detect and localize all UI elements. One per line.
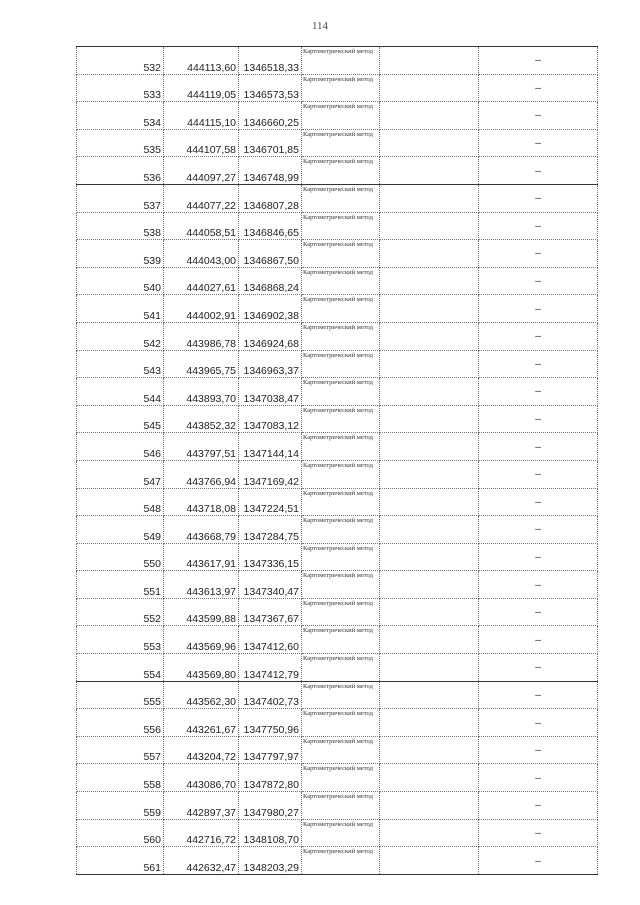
y-coordinate-cell: 1346573,53: [239, 74, 302, 102]
table-row: [77, 460, 598, 488]
y-coordinate-cell: 1347169,42: [239, 460, 302, 488]
empty-cell: [380, 157, 479, 185]
x-coordinate-cell: 442632,47: [164, 847, 239, 875]
method-cell: [302, 516, 380, 544]
empty-cell: [380, 543, 479, 571]
x-coordinate-cell: 443797,51: [164, 433, 239, 461]
point-number-cell: 552: [77, 598, 164, 626]
table-row: [77, 378, 598, 406]
x-coordinate-cell: 443569,80: [164, 654, 239, 682]
empty-cell: [380, 433, 479, 461]
y-coordinate-cell: 1346748,99: [239, 157, 302, 185]
accuracy-cell: –: [479, 516, 598, 544]
y-coordinate-cell: 1348203,29: [239, 847, 302, 875]
table-row: [77, 847, 598, 875]
x-coordinate-cell: 444027,61: [164, 267, 239, 295]
method-text: Картометрический метод: [303, 544, 373, 552]
empty-cell: [380, 819, 479, 847]
table-row: [77, 819, 598, 847]
y-coordinate-cell: 1347340,47: [239, 571, 302, 599]
empty-cell: [380, 736, 479, 764]
method-cell: [302, 654, 380, 682]
x-coordinate-cell: 444058,51: [164, 212, 239, 240]
table-row: [77, 184, 598, 212]
method-text: Картометрический метод: [303, 765, 373, 773]
method-cell: [302, 350, 380, 378]
x-coordinate-cell: 443261,67: [164, 709, 239, 737]
empty-cell: [380, 405, 479, 433]
x-coordinate-cell: 442716,72: [164, 819, 239, 847]
x-coordinate-cell: 443986,78: [164, 322, 239, 350]
method-text: Картометрический метод: [303, 461, 373, 469]
table-row: [77, 240, 598, 268]
method-cell: [302, 240, 380, 268]
method-text: Картометрический метод: [303, 710, 373, 718]
y-coordinate-cell: 1346660,25: [239, 102, 302, 130]
accuracy-cell: –: [479, 322, 598, 350]
empty-cell: [380, 847, 479, 875]
x-coordinate-cell: 443965,75: [164, 350, 239, 378]
x-coordinate-cell: 444077,22: [164, 184, 239, 212]
method-text: Картометрический метод: [303, 323, 373, 331]
y-coordinate-cell: 1347224,51: [239, 488, 302, 516]
x-coordinate-cell: 442897,37: [164, 792, 239, 820]
y-coordinate-cell: 1347367,67: [239, 598, 302, 626]
table-row: [77, 74, 598, 102]
y-coordinate-cell: 1347038,47: [239, 378, 302, 406]
x-coordinate-cell: 444115,10: [164, 102, 239, 130]
point-number-cell: 538: [77, 212, 164, 240]
page-number: 114: [311, 20, 329, 32]
accuracy-cell: –: [479, 129, 598, 157]
x-coordinate-cell: 443562,30: [164, 681, 239, 709]
y-coordinate-cell: 1347402,73: [239, 681, 302, 709]
method-text: Картометрический метод: [303, 158, 373, 166]
method-text: Картометрический метод: [303, 737, 373, 745]
method-text: Картометрический метод: [303, 75, 373, 83]
x-coordinate-cell: 444107,58: [164, 129, 239, 157]
empty-cell: [380, 47, 479, 75]
accuracy-cell: –: [479, 626, 598, 654]
empty-cell: [380, 102, 479, 130]
method-cell: [302, 322, 380, 350]
accuracy-cell: –: [479, 598, 598, 626]
empty-cell: [380, 598, 479, 626]
y-coordinate-cell: 1347083,12: [239, 405, 302, 433]
table-row: [77, 433, 598, 461]
point-number-cell: 551: [77, 571, 164, 599]
x-coordinate-cell: 444097,27: [164, 157, 239, 185]
point-number-cell: 547: [77, 460, 164, 488]
table-row: [77, 488, 598, 516]
y-coordinate-cell: 1346924,68: [239, 322, 302, 350]
point-number-cell: 537: [77, 184, 164, 212]
empty-cell: [380, 184, 479, 212]
empty-cell: [380, 654, 479, 682]
accuracy-cell: –: [479, 847, 598, 875]
x-coordinate-cell: 443668,79: [164, 516, 239, 544]
point-number-cell: 555: [77, 681, 164, 709]
x-coordinate-cell: 444119,05: [164, 74, 239, 102]
x-coordinate-cell: 443204,72: [164, 736, 239, 764]
method-cell: [302, 847, 380, 875]
table-row: [77, 764, 598, 792]
accuracy-cell: –: [479, 350, 598, 378]
y-coordinate-cell: 1347797,97: [239, 736, 302, 764]
point-number-cell: 541: [77, 295, 164, 323]
y-coordinate-cell: 1346902,38: [239, 295, 302, 323]
x-coordinate-cell: 444043,00: [164, 240, 239, 268]
x-coordinate-cell: 444113,60: [164, 47, 239, 75]
table-row: [77, 47, 598, 75]
method-cell: [302, 819, 380, 847]
table-row: [77, 681, 598, 709]
table-row: [77, 322, 598, 350]
empty-cell: [380, 212, 479, 240]
accuracy-cell: –: [479, 792, 598, 820]
point-number-cell: 546: [77, 433, 164, 461]
method-text: Картометрический метод: [303, 406, 373, 414]
method-cell: [302, 212, 380, 240]
table-row: [77, 295, 598, 323]
point-number-cell: 553: [77, 626, 164, 654]
empty-cell: [380, 626, 479, 654]
method-text: Картометрический метод: [303, 185, 373, 193]
accuracy-cell: –: [479, 212, 598, 240]
accuracy-cell: –: [479, 47, 598, 75]
method-cell: [302, 709, 380, 737]
table-row: [77, 571, 598, 599]
y-coordinate-cell: 1346867,50: [239, 240, 302, 268]
method-text: Картометрический метод: [303, 489, 373, 497]
method-cell: [302, 267, 380, 295]
method-text: Картометрический метод: [303, 599, 373, 607]
accuracy-cell: –: [479, 681, 598, 709]
method-cell: [302, 74, 380, 102]
accuracy-cell: –: [479, 709, 598, 737]
x-coordinate-cell: 443613,97: [164, 571, 239, 599]
accuracy-cell: –: [479, 819, 598, 847]
method-cell: [302, 626, 380, 654]
point-number-cell: 548: [77, 488, 164, 516]
method-text: Картометрический метод: [303, 268, 373, 276]
x-coordinate-cell: 443617,91: [164, 543, 239, 571]
accuracy-cell: –: [479, 460, 598, 488]
method-cell: [302, 598, 380, 626]
method-text: Картометрический метод: [303, 820, 373, 828]
empty-cell: [380, 488, 479, 516]
y-coordinate-cell: 1347980,27: [239, 792, 302, 820]
y-coordinate-cell: 1346868,24: [239, 267, 302, 295]
point-number-cell: 540: [77, 267, 164, 295]
accuracy-cell: –: [479, 433, 598, 461]
y-coordinate-cell: 1346518,33: [239, 47, 302, 75]
empty-cell: [380, 378, 479, 406]
y-coordinate-cell: 1347750,96: [239, 709, 302, 737]
y-coordinate-cell: 1346846,65: [239, 212, 302, 240]
empty-cell: [380, 129, 479, 157]
point-number-cell: 558: [77, 764, 164, 792]
empty-cell: [380, 240, 479, 268]
method-text: Картометрический метод: [303, 103, 373, 111]
empty-cell: [380, 709, 479, 737]
table-row: [77, 709, 598, 737]
table-row: [77, 267, 598, 295]
method-cell: [302, 488, 380, 516]
point-number-cell: 542: [77, 322, 164, 350]
x-coordinate-cell: 443599,88: [164, 598, 239, 626]
method-text: Картометрический метод: [303, 572, 373, 580]
accuracy-cell: –: [479, 157, 598, 185]
method-cell: [302, 764, 380, 792]
accuracy-cell: –: [479, 654, 598, 682]
y-coordinate-cell: 1346807,28: [239, 184, 302, 212]
method-text: Картометрический метод: [303, 682, 373, 690]
accuracy-cell: –: [479, 102, 598, 130]
x-coordinate-cell: 443852,32: [164, 405, 239, 433]
point-number-cell: 554: [77, 654, 164, 682]
x-coordinate-cell: 443086,70: [164, 764, 239, 792]
y-coordinate-cell: 1347412,60: [239, 626, 302, 654]
method-text: Картометрический метод: [303, 296, 373, 304]
method-text: Картометрический метод: [303, 48, 373, 55]
table-row: [77, 350, 598, 378]
y-coordinate-cell: 1348108,70: [239, 819, 302, 847]
point-number-cell: 545: [77, 405, 164, 433]
point-number-cell: 549: [77, 516, 164, 544]
empty-cell: [380, 764, 479, 792]
method-text: Картометрический метод: [303, 627, 373, 635]
point-number-cell: 539: [77, 240, 164, 268]
table-row: [77, 405, 598, 433]
accuracy-cell: –: [479, 74, 598, 102]
y-coordinate-cell: 1346963,37: [239, 350, 302, 378]
table-row: [77, 157, 598, 185]
point-number-cell: 534: [77, 102, 164, 130]
empty-cell: [380, 792, 479, 820]
coordinates-table: [76, 46, 598, 875]
method-cell: [302, 157, 380, 185]
accuracy-cell: –: [479, 764, 598, 792]
method-text: Картометрический метод: [303, 848, 373, 856]
method-cell: [302, 792, 380, 820]
method-cell: [302, 543, 380, 571]
table-body: [77, 47, 598, 875]
method-cell: [302, 129, 380, 157]
point-number-cell: 543: [77, 350, 164, 378]
method-cell: [302, 47, 380, 75]
point-number-cell: 561: [77, 847, 164, 875]
y-coordinate-cell: 1347872,80: [239, 764, 302, 792]
method-text: Картометрический метод: [303, 241, 373, 249]
table-row: [77, 516, 598, 544]
point-number-cell: 536: [77, 157, 164, 185]
empty-cell: [380, 516, 479, 544]
method-text: Картометрический метод: [303, 517, 373, 525]
point-number-cell: 557: [77, 736, 164, 764]
table-row: [77, 543, 598, 571]
empty-cell: [380, 267, 479, 295]
table-row: [77, 736, 598, 764]
accuracy-cell: –: [479, 571, 598, 599]
method-cell: [302, 405, 380, 433]
point-number-cell: 535: [77, 129, 164, 157]
method-text: Картометрический метод: [303, 793, 373, 801]
empty-cell: [380, 295, 479, 323]
method-cell: [302, 378, 380, 406]
method-text: Картометрический метод: [303, 655, 373, 663]
accuracy-cell: –: [479, 736, 598, 764]
point-number-cell: 544: [77, 378, 164, 406]
method-cell: [302, 102, 380, 130]
table-row: [77, 212, 598, 240]
accuracy-cell: –: [479, 267, 598, 295]
method-cell: [302, 184, 380, 212]
x-coordinate-cell: 443718,08: [164, 488, 239, 516]
y-coordinate-cell: 1347412,79: [239, 654, 302, 682]
method-text: Картометрический метод: [303, 130, 373, 138]
y-coordinate-cell: 1347284,75: [239, 516, 302, 544]
accuracy-cell: –: [479, 378, 598, 406]
method-text: Картометрический метод: [303, 213, 373, 221]
x-coordinate-cell: 443569,96: [164, 626, 239, 654]
accuracy-cell: –: [479, 488, 598, 516]
method-text: Картометрический метод: [303, 434, 373, 442]
empty-cell: [380, 681, 479, 709]
point-number-cell: 533: [77, 74, 164, 102]
point-number-cell: 532: [77, 47, 164, 75]
empty-cell: [380, 74, 479, 102]
accuracy-cell: –: [479, 295, 598, 323]
x-coordinate-cell: 443766,94: [164, 460, 239, 488]
empty-cell: [380, 322, 479, 350]
table-row: [77, 598, 598, 626]
x-coordinate-cell: 443893,70: [164, 378, 239, 406]
accuracy-cell: –: [479, 240, 598, 268]
method-cell: [302, 681, 380, 709]
table-row: [77, 102, 598, 130]
point-number-cell: 559: [77, 792, 164, 820]
x-coordinate-cell: 444002,91: [164, 295, 239, 323]
accuracy-cell: –: [479, 405, 598, 433]
empty-cell: [380, 571, 479, 599]
method-text: Картометрический метод: [303, 351, 373, 359]
method-cell: [302, 571, 380, 599]
y-coordinate-cell: 1346701,85: [239, 129, 302, 157]
point-number-cell: 556: [77, 709, 164, 737]
table-row: [77, 654, 598, 682]
accuracy-cell: –: [479, 184, 598, 212]
method-cell: [302, 295, 380, 323]
empty-cell: [380, 350, 479, 378]
point-number-cell: 560: [77, 819, 164, 847]
empty-cell: [380, 460, 479, 488]
point-number-cell: 550: [77, 543, 164, 571]
method-text: Картометрический метод: [303, 379, 373, 387]
table-row: [77, 626, 598, 654]
method-cell: [302, 736, 380, 764]
table-row: [77, 792, 598, 820]
method-cell: [302, 460, 380, 488]
accuracy-cell: –: [479, 543, 598, 571]
method-cell: [302, 433, 380, 461]
table-row: [77, 129, 598, 157]
y-coordinate-cell: 1347144,14: [239, 433, 302, 461]
y-coordinate-cell: 1347336,15: [239, 543, 302, 571]
